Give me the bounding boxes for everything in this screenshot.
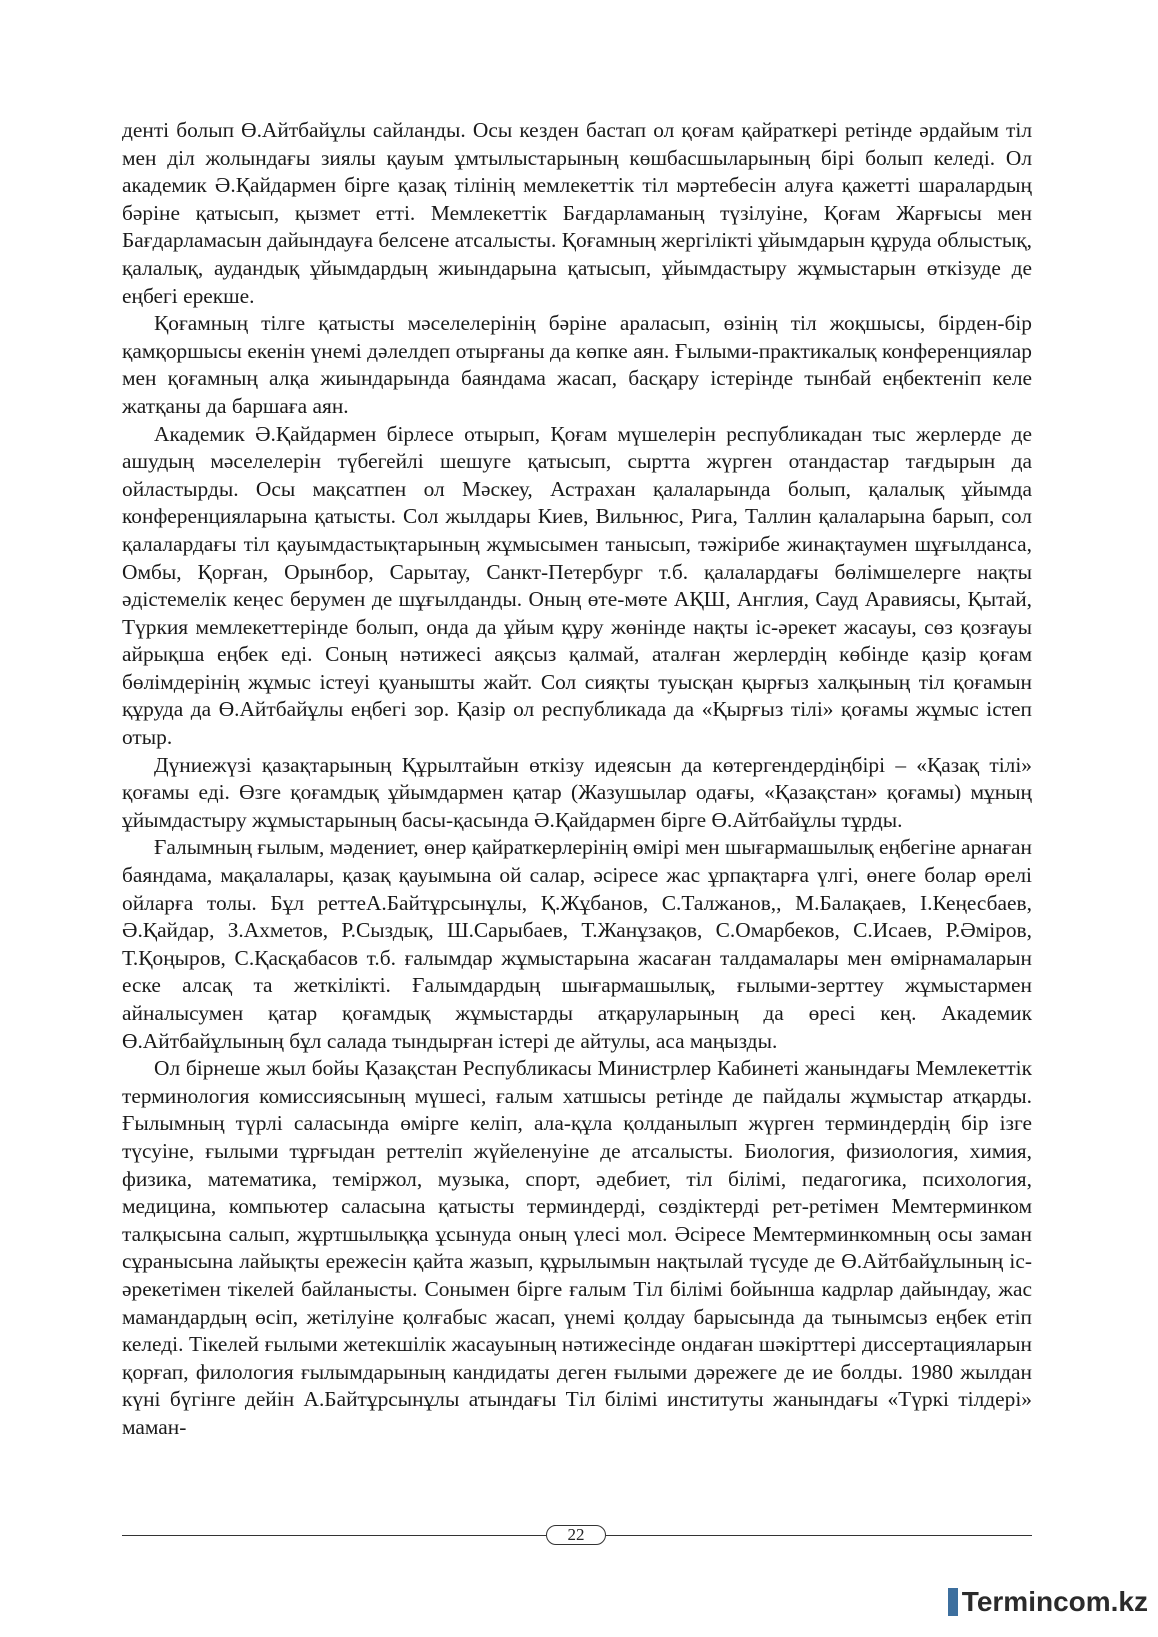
paragraph-4: Дүниежүзі қазақтарының Құрылтайын өткізу идеясын да көтергендердіңбірі – «Қазақ тілі» қоғамы еді. Өзге қоғамдық ұйымдармен қатар (Жазушылар одағы, «Қазақстан» қоғамы) мұның ұйымдастыру жұмыстарының басы-қасында Ә.Қайдармен бірге Ө.Айтбайұлы тұрды. [122, 752, 1032, 832]
footer-rule-right [606, 1535, 1032, 1536]
paragraph-5: Ғалымның ғылым, мәдениет, өнер қайраткерлерінің өмірі мен шығармашылық еңбегіне арнаған баяндама, мақалалары, қазақ қауымына ой салар, әсіресе жас ұрпақтарға үлгі, өнеге болар өрелі ойларға толы. Бұл реттеА.Байтұрсынұлы, Қ.Жұбанов, С.Талжанов,, М.Балақаев, І.Кеңесбаев, Ә.Қайдар, З.Ахметов, Р.Сыздық, Ш.Сарыбаев, Т.Жанұзақов, С.Омарбеков, С.Исаев, Р.Әміров, Т.Қоңыров, С.Қасқабасов т.б. ғалымдар жұмыстарына жасаған талдамалары мен өмірнамаларын еске алсақ та жеткілікті. Ғалымдардың шығармашылық, ғылыми-зерттеу жұмыстармен айналысумен қатар қоғамдық жұмыстарды атқаруларының да өресі кең. Академик Ө.Айтбайұлының бұл салада тындырған істері де айтулы, аса маңызды. [122, 835, 1032, 1053]
paragraph-2: Қоғамның тілге қатысты мәселелерінің бәріне араласып, өзінің тіл жоқшысы, бірден-бір қамқоршысы екенін үнемі дәлелдеп отырғаны да көпке аян. Ғылыми-практикалық конференциялар мен қоғамның алқа жиындарында баяндама жасап, басқару істерінде тынбай еңбектеніп келе жатқаны да баршаға аян. [122, 311, 1032, 418]
footer-rule-left [122, 1535, 546, 1536]
watermark-logo [948, 1578, 1148, 1626]
watermark-text: Termincom.kz [961, 1586, 1148, 1617]
paragraph-6: Ол бірнеше жыл бойы Қазақстан Республикасы Министрлер Кабинеті жанындағы Мемлекеттік терминология комиссиясының мүшесі, ғалым хатшысы ретінде де пайдалы жұмыстар атқарды. Ғылымның түрлі саласында өмірге келіп, ала-құла қолданылып жүрген терминдердің бір ізге түсуіне, ғылыми тұрғыдан реттеліп жүйеленуіне де атсалысты. Биология, физиология, химия, физика, математика, теміржол, музыка, спорт, әдебиет, тіл білімі, педагогика, психология, медицина, компьютер саласына қатысты терминдерді, сөздіктерді рет-ретімен Мемтерминком талқысына салып, жұртшылыққа ұсынуда оның үлесі мол. Әсіресе Мемтерминкомның осы заман сұранысына лайықты ережесін қайта жазып, құрылымын нақтылай түсуде де Ө.Айтбайұлының іс-әрекетімен тікелей байланысты. Сонымен бірге ғалым Тіл білімі бойынша кадрлар дайындау, жас мамандардың өсіп, жетілуіне қолғабыс жасап, үнемі қолдау барысында да тынымсыз еңбек етіп келеді. Тікелей ғылыми жетекшілік жасауының нәтижесінде ондаған шәкірттері диссертацияларын қорғап, филология ғылымдарының кандидаты деген ғылыми дәрежеге де ие болды. 1980 жылдан күні бүгінге дейін А.Байтұрсынұлы атындағы Тіл білімі институты жанындағы «Түркі тілдері» маман- [122, 1056, 1032, 1439]
paragraph-1: денті болып Ө.Айтбайұлы сайланды. Осы кезден бастап ол қоғам қайраткері ретінде әрдайым тіл мен діл жолындағы зиялы қауым ұмтылыстарының көшбасшыларының бірі болып келеді. Ол академик Ә.Қайдармен бірге қазақ тілінің мемлекеттік тіл мәртебесін алуға қажетті шаралардың бәріне қатысып, қызмет етті. Мемлекеттік Бағдарламаның түзілуіне, Қоғам Жарғысы мен Бағдарламасын дайындауға белсене атсалысты. Қоғамның жергілікті ұйымдарын құруда облыстық, қалалық, аудандық ұйымдардың жиындарына қатысып, ұйымдастыру жұмыстарын өткізуде де еңбегі ерекше. [122, 118, 1032, 308]
document-body [122, 117, 1032, 1442]
page-number: 22 [546, 1525, 606, 1545]
paragraph-3: Академик Ә.Қайдармен бірлесе отырып, Қоғам мүшелерін республикадан тыс жерлерде де ашудың мәселелерін түбегейлі шешуге қатысып, сыртта жүрген отандастар тағдырын да ойластырды. Осы мақсатпен ол Мәскеу, Астрахан қалаларында болып, қалалық ұйымда конференцияларына қатысты. Сол жылдары Киев, Вильнюс, Рига, Таллин қалаларына барып, сол қалалардағы тіл қауымдастықтарының жұмысымен танысып, тәжірибе жинақтаумен шұғылданса, Омбы, Қорған, Орынбор, Сарытау, Санкт-Петербург т.б. қалалардағы бөлімшелерге нақты әдістемелік кеңес берумен де шұғылданды. Оның өте-мөте АҚШ, Англия, Сауд Аравиясы, Қытай, Түркия мемлекеттерінде болып, онда да ұйым құру жөнінде нақты іс-әрекет жасауы, сөз қозғауы айрықша еңбек еді. Соның нәтижесі аяқсыз қалмай, аталған жерлердің көбінде қазір қоғам бөлімдерінің жұмыс істеуі қуанышты жайт. Сол сияқты туысқан қырғыз халқының тіл қоғамын құруда да Ө.Айтбайұлы еңбегі зор. Қазір ол республикада да «Қырғыз тілі» қоғамы жұмыс істеп отыр. [122, 421, 1032, 750]
logo-mark-icon [948, 1588, 958, 1616]
